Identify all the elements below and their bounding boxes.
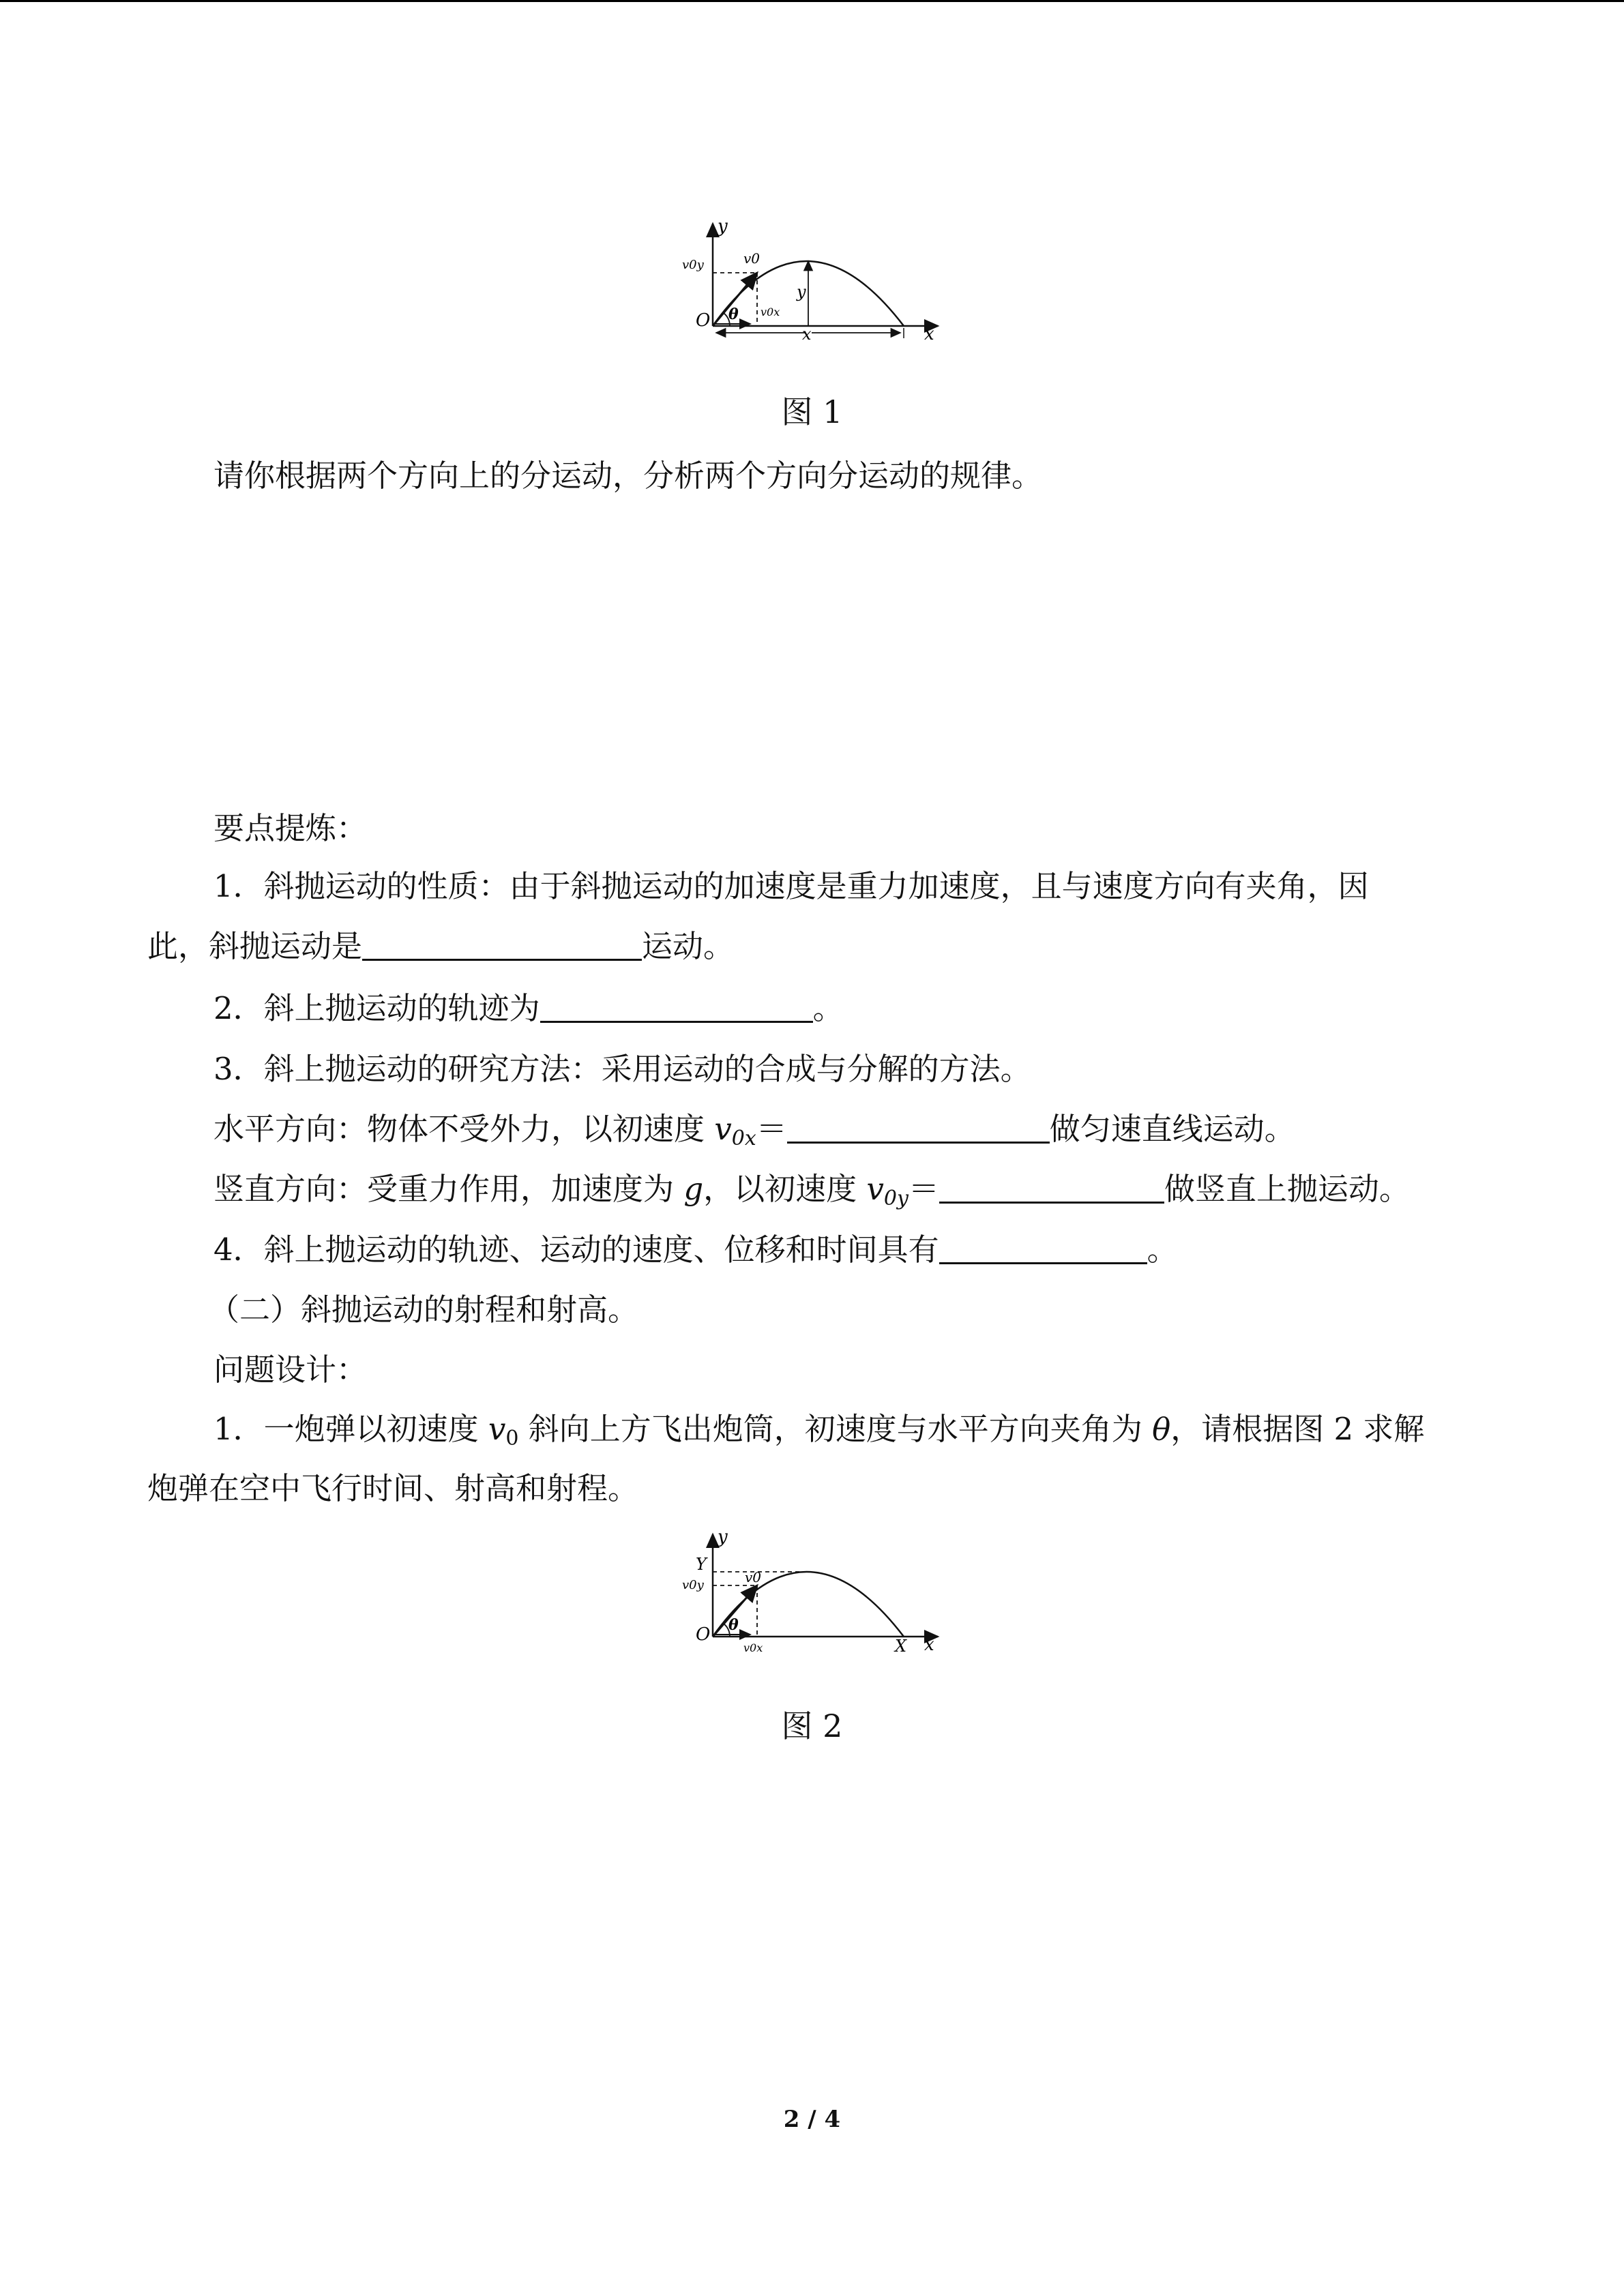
question-1-var-sub: 0 (505, 1427, 519, 1450)
question-1-line-a (213, 1409, 1550, 1450)
horizontal-var-v: v (714, 1111, 732, 1147)
key-point-2-text-a: 2．斜上抛运动的轨迹为 (213, 990, 540, 1026)
fig2-Y-label: Y (696, 1555, 707, 1574)
analysis-prompt: 请你根据两个方向上的分运动，分析两个方向分运动的规律。 (213, 458, 1043, 494)
fig1-x-axis-label: x (924, 324, 934, 344)
horizontal-text-a: 水平方向：物体不受外力，以初速度 (213, 1111, 715, 1147)
vertical-text-b: ，以初速度 (703, 1171, 867, 1207)
section-2-title: （二）斜抛运动的射程和射高。 (209, 1292, 639, 1328)
key-point-1-line-a (213, 866, 1550, 907)
key-point-1-text-c: 运动。 (642, 928, 735, 964)
fig2-v0-label: v0 (745, 1569, 762, 1585)
fig1-range-label: x (802, 325, 812, 344)
horizontal-text-eq: ＝ (756, 1111, 787, 1147)
key-point-1-text-a: 1．斜抛运动的性质：由于斜抛运动的加速度是重力加速度，且与速度方向有夹角，因 (213, 868, 1369, 904)
fig2-X-label: X (895, 1637, 907, 1656)
horizontal-var-sub: 0x (731, 1127, 756, 1150)
key-point-2-blank[interactable] (540, 989, 813, 1023)
vertical-var-v: v (866, 1171, 884, 1207)
horizontal-blank[interactable] (787, 1110, 1050, 1144)
key-point-4-text-a: 4．斜上抛运动的轨迹、运动的速度、位移和时间具有 (213, 1232, 939, 1268)
figure-2-diagram (682, 1527, 948, 1657)
key-point-1-blank[interactable] (362, 927, 642, 961)
key-point-2-text-b: 。 (812, 990, 844, 1026)
top-border (0, 0, 1624, 2)
fig1-v0x-label: v0x (761, 305, 780, 318)
question-1-text-b: 斜向上方飞出炮筒，初速度与水平方向夹角为 (518, 1411, 1153, 1447)
figure-2-caption: 图 2 (781, 1708, 843, 1744)
fig2-y-axis-label: y (718, 1527, 728, 1547)
fig1-theta-label: θ (728, 305, 739, 323)
key-point-4-blank[interactable] (939, 1231, 1147, 1264)
vertical-text-eq: ＝ (908, 1171, 939, 1207)
fig2-v0x-label: v0x (743, 1641, 763, 1654)
vertical-direction-line (213, 1169, 1550, 1210)
horizontal-direction-line (213, 1109, 1550, 1150)
question-1-line-b: 炮弹在空中飞行时间、射高和射程。 (147, 1470, 639, 1506)
key-point-3-line: 3．斜上抛运动的研究方法：采用运动的合成与分解的方法。 (213, 1051, 1031, 1087)
fig1-height-label: y (797, 282, 806, 301)
page-number: 2 / 4 (783, 2106, 841, 2133)
fig2-origin-label: O (696, 1624, 711, 1645)
vertical-text-d: 做竖直上抛运动。 (1164, 1171, 1410, 1207)
vertical-text-a: 竖直方向：受重力作用，加速度为 (213, 1171, 684, 1207)
question-1-text-a: 1．一炮弹以初速度 (213, 1411, 488, 1447)
key-point-4-text-b: 。 (1147, 1232, 1178, 1268)
key-point-2-line (213, 988, 1550, 1029)
fig2-x-axis-label: x (924, 1635, 934, 1655)
vertical-var-g: g (683, 1171, 704, 1207)
horizontal-text-c: 做匀速直线运动。 (1049, 1111, 1295, 1147)
figure-1-caption: 图 1 (781, 393, 843, 430)
key-point-1-text-b: 此，斜抛运动是 (147, 928, 363, 964)
figure-1-diagram (682, 217, 948, 346)
question-1-theta: θ (1152, 1411, 1171, 1447)
key-point-1-line-b (147, 926, 1484, 967)
question-design-heading: 问题设计： (213, 1352, 368, 1388)
question-1-var-v: v (488, 1411, 506, 1447)
fig1-y-axis-label: y (718, 217, 728, 237)
key-points-heading: 要点提炼： (213, 810, 368, 846)
fig1-origin-label: O (696, 310, 711, 331)
vertical-blank[interactable] (939, 1170, 1164, 1204)
fig2-v0y-label: v0y (682, 1578, 704, 1592)
key-point-4-line (213, 1229, 1550, 1270)
fig1-v0-label: v0 (743, 250, 761, 267)
question-1-text-c: ，请根据图 2 求解 (1170, 1411, 1425, 1447)
fig2-theta-label: θ (728, 1616, 739, 1634)
vertical-var-sub: 0y (883, 1187, 909, 1210)
fig1-v0y-label: v0y (682, 258, 704, 272)
